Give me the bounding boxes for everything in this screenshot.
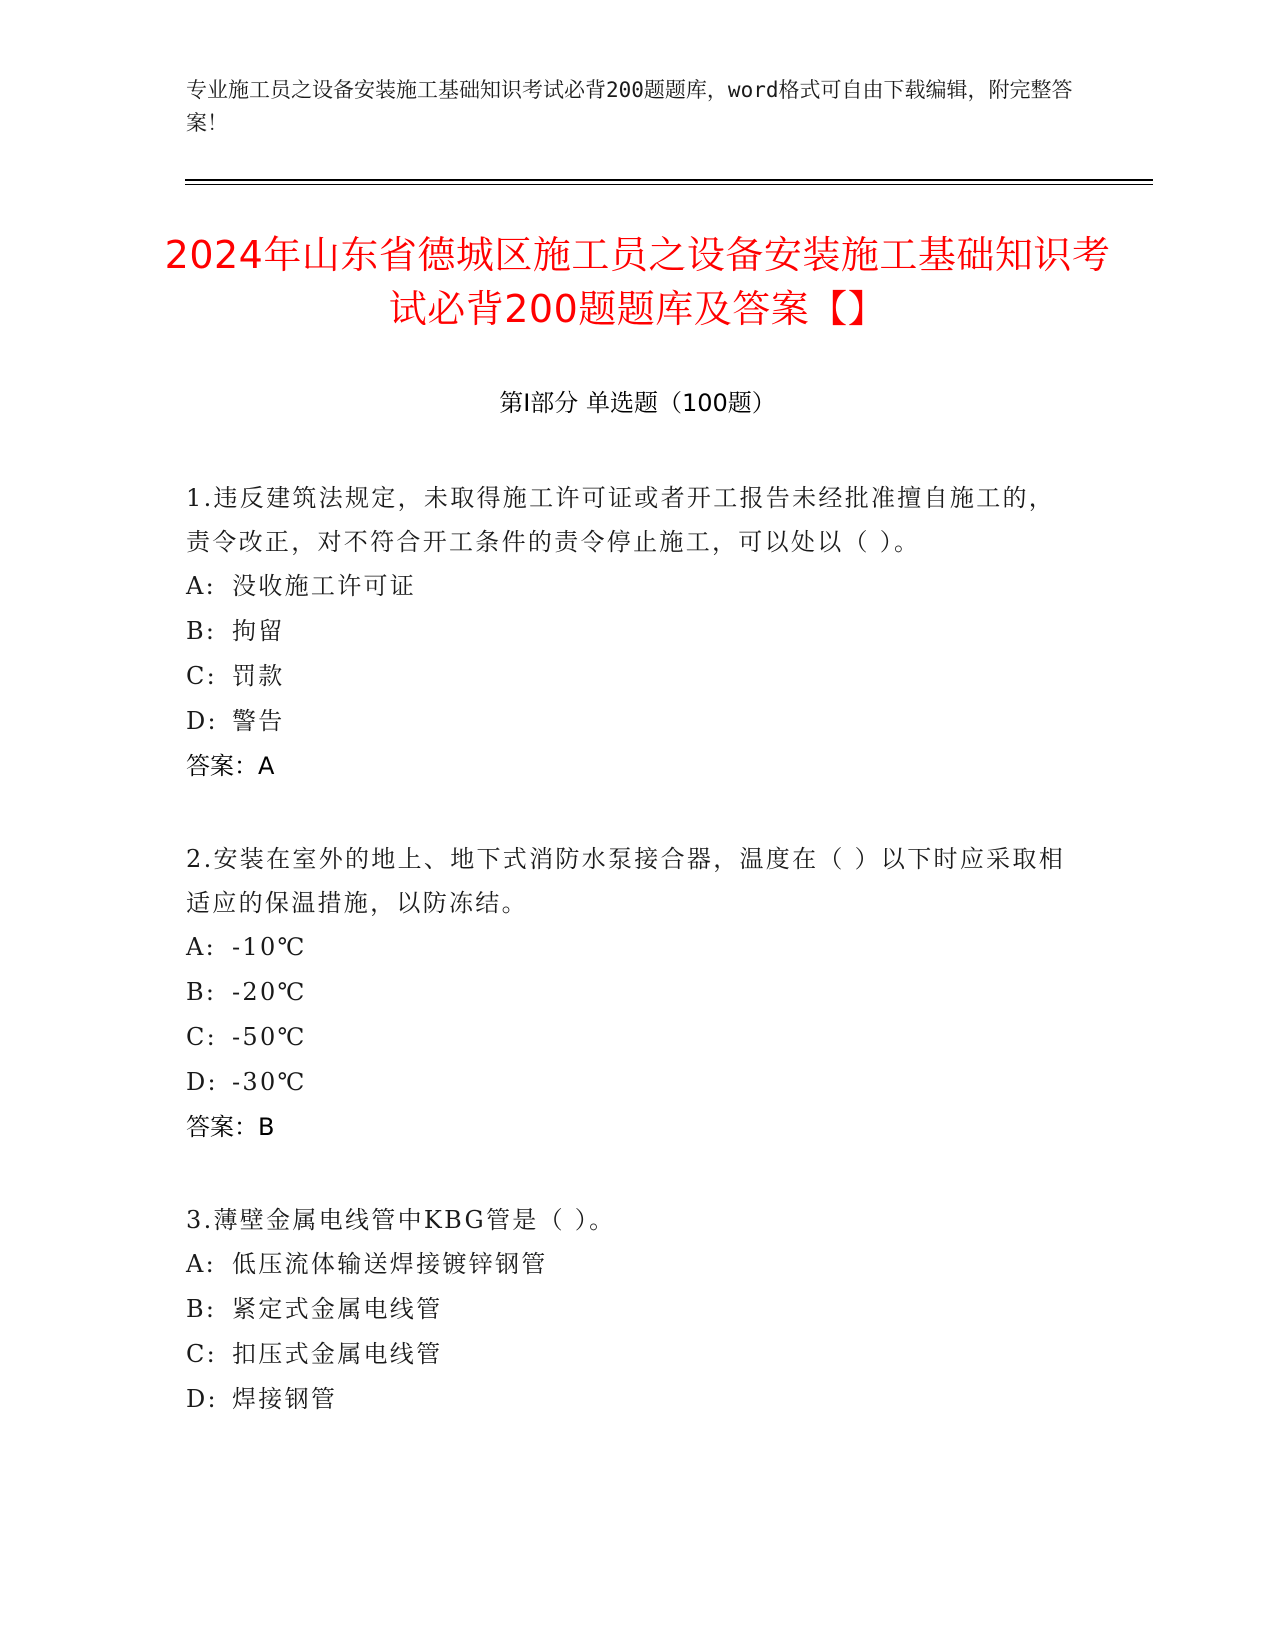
option-text: 没收施工许可证 (232, 572, 417, 600)
option-b (186, 609, 1076, 654)
option-letter: B: (186, 978, 217, 1006)
option-b (186, 970, 1076, 1015)
question-list (186, 476, 1076, 1470)
option-text: -10℃ (232, 933, 307, 961)
header-rule-thick (185, 179, 1153, 181)
section-title: 第I部分 单选题（100题） (499, 389, 776, 417)
option-c (186, 1015, 1076, 1060)
option-letter: A: (186, 1250, 217, 1278)
document-title: 2024年山东省德城区施工员之设备安装施工基础知识考试必背200题题库及答案【】 (164, 233, 1111, 331)
question-stem: 2.安装在室外的地上、地下式消防水泵接合器，温度在（ ）以下时应采取相适应的保温措施，以防冻结。 (186, 845, 1066, 917)
question-item (186, 1198, 1076, 1422)
question-item (186, 837, 1076, 1150)
answer-line: 答案：A (186, 752, 275, 780)
answer-line: 答案：B (186, 1113, 275, 1141)
option-d (186, 1377, 1076, 1422)
option-letter: D: (186, 707, 218, 735)
option-letter: A: (186, 933, 217, 961)
option-d (186, 699, 1076, 744)
option-letter: C: (186, 1023, 218, 1051)
option-text: 罚款 (232, 662, 285, 690)
option-letter: C: (186, 662, 218, 690)
option-letter: A: (186, 572, 217, 600)
option-letter: B: (186, 617, 217, 645)
option-letter: C: (186, 1340, 218, 1368)
option-text: 扣压式金属电线管 (232, 1340, 443, 1368)
option-text: -30℃ (232, 1068, 307, 1096)
option-a (186, 1242, 1076, 1287)
option-c (186, 654, 1076, 699)
option-c (186, 1332, 1076, 1377)
header-rule-thin (185, 184, 1153, 185)
option-letter: B: (186, 1295, 217, 1323)
option-a (186, 564, 1076, 609)
option-letter: D: (186, 1068, 218, 1096)
option-d (186, 1060, 1076, 1105)
option-text: 紧定式金属电线管 (232, 1295, 443, 1323)
question-item (186, 476, 1076, 789)
option-text: 警告 (232, 707, 285, 735)
option-b (186, 1287, 1076, 1332)
option-text: 拘留 (232, 617, 285, 645)
option-letter: D: (186, 1385, 218, 1413)
option-text: 低压流体输送焊接镀锌钢管 (232, 1250, 548, 1278)
option-text: -50℃ (232, 1023, 307, 1051)
option-text: 焊接钢管 (232, 1385, 338, 1413)
question-stem: 1.违反建筑法规定，未取得施工许可证或者开工报告未经批准擅自施工的，责令改正，对不符合开工条件的责令停止施工，可以处以（ ）。 (186, 484, 1056, 556)
option-text: -20℃ (232, 978, 307, 1006)
question-stem: 3.薄壁金属电线管中KBG管是（ ）。 (186, 1206, 616, 1234)
option-a (186, 925, 1076, 970)
header-note: 专业施工员之设备安装施工基础知识考试必背200题题库，word格式可自由下载编辑，附完整答案！ (186, 78, 1073, 135)
